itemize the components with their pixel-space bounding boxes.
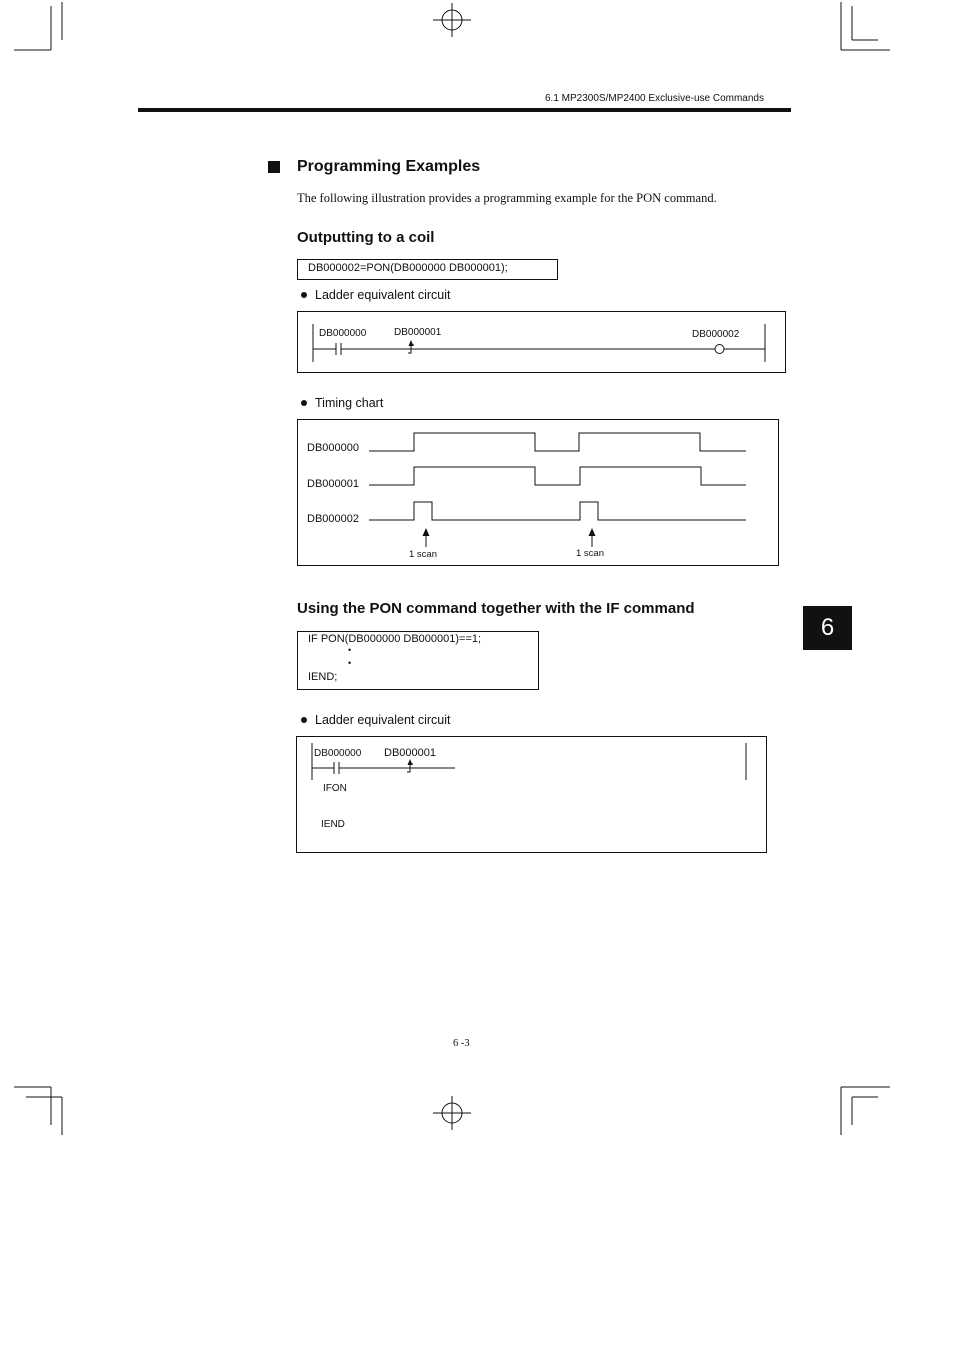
caption-text: Timing chart [315, 396, 384, 410]
timing-signal-label-2: DB000002 [307, 513, 359, 525]
rising-edge-arrow [408, 759, 413, 765]
ifon-label: IFON [323, 783, 347, 794]
coil-ladder-diagram [297, 311, 786, 373]
section-bullet [268, 161, 280, 173]
contact-label: DB000000 [314, 748, 362, 759]
if-code-box [297, 631, 539, 690]
intro-text: The following illustration provides a programming example for the PON command. [297, 191, 717, 205]
coil-symbol [715, 345, 724, 354]
if-code-line-3: IEND; [308, 671, 338, 683]
if-code-ellipsis-dot-1: • [348, 645, 352, 655]
scan-label-2: 1 scan [576, 548, 604, 559]
bullet-dot [301, 400, 307, 406]
coil-subtitle: Outputting to a coil [297, 229, 435, 246]
if-ladder-diagram [296, 736, 767, 853]
scan-arrow-2 [589, 528, 596, 536]
running-head: 6.1 MP2300S/MP2400 Exclusive-use Commands [545, 93, 764, 104]
timing-chart [297, 419, 779, 566]
coil-code: DB000002=PON(DB000000 DB000001); [308, 262, 508, 274]
coil-ladder-caption [301, 288, 451, 302]
if-code-ellipsis-dot-2: • [348, 658, 352, 668]
scan-arrow-1 [423, 528, 430, 536]
page-number: 6 -3 [453, 1038, 470, 1049]
caption-text: Ladder equivalent circuit [315, 713, 451, 727]
if-ladder-caption [301, 713, 451, 727]
waveform-db000001 [369, 467, 746, 485]
waveform-db000002 [369, 502, 746, 520]
coil-ladder-svg [298, 312, 787, 374]
contact-label: DB000000 [319, 328, 367, 339]
pulse-contact-label: DB000001 [394, 327, 442, 338]
scan-label-1: 1 scan [409, 549, 437, 560]
pulse-contact-label: DB000001 [384, 747, 436, 759]
section-title: Programming Examples [297, 158, 481, 175]
timing-caption [301, 396, 383, 410]
if-subtitle: Using the PON command together with the IF command [297, 600, 695, 617]
waveform-db000000 [369, 433, 746, 451]
timing-chart-svg [298, 420, 780, 567]
if-code-line-0: IF PON(DB000000 DB000001)==1; [308, 633, 482, 645]
bullet-dot [301, 292, 307, 298]
if-ladder-svg [297, 737, 768, 854]
caption-text: Ladder equivalent circuit [315, 288, 451, 302]
coil-code-box [297, 259, 558, 280]
coil-label: DB000002 [692, 329, 740, 340]
header-rule [138, 108, 791, 112]
chapter-tab: 6 [803, 606, 852, 650]
timing-signal-label-0: DB000000 [307, 442, 359, 454]
rising-edge-arrow [409, 340, 414, 346]
iend-label: IEND [321, 819, 345, 830]
bullet-dot [301, 717, 307, 723]
timing-signal-label-1: DB000001 [307, 478, 359, 490]
